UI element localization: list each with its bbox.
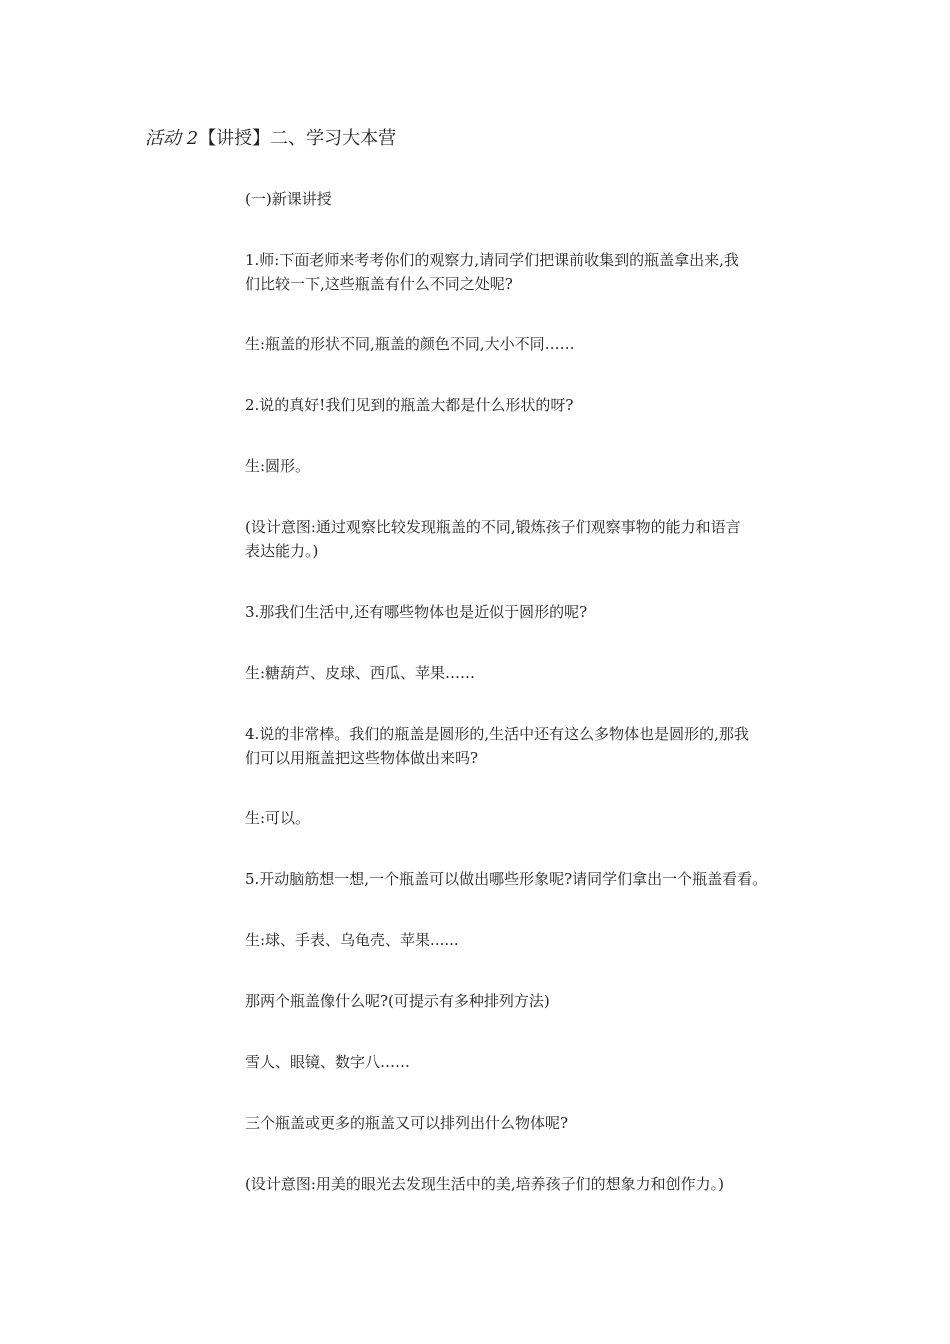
paragraph-two-caps: 那两个瓶盖像什么呢?(可提示有多种排列方法)	[245, 992, 550, 1010]
paragraph-answer-5: 生:球、手表、乌龟壳、苹果......	[245, 931, 459, 949]
heading-title: 【讲授】二、学习大本营	[198, 128, 397, 149]
paragraph-item-3: 3.那我们生活中,还有哪些物体也是近似于圆形的呢?	[245, 603, 588, 621]
heading-activity-label: 活动 2	[145, 128, 199, 149]
paragraph-two-caps-answer: 雪人、眼镜、数字八……	[245, 1053, 411, 1071]
paragraph-answer-4: 生:可以。	[245, 809, 311, 827]
lesson-content	[245, 187, 845, 1196]
paragraph-item-5: 5.开动脑筋想一想,一个瓶盖可以做出哪些形象呢?请同学们拿出一个瓶盖看看。	[245, 870, 768, 888]
paragraph-answer-1: 生:瓶盖的形状不同,瓶盖的颜色不同,大小不同……	[245, 335, 575, 353]
paragraph-item-1: 1.师:下面老师来考考你们的观察力,请同学们把课前收集到的瓶盖拿出来,我 们比较一下,这些瓶盖有什么不同之处呢?	[245, 251, 739, 293]
paragraph-item-2: 2.说的真好!我们见到的瓶盖大都是什么形状的呀?	[245, 396, 574, 414]
paragraph-answer-2: 生:圆形。	[245, 457, 311, 475]
paragraph-design-intent-2: (设计意图:用美的眼光去发现生活中的美,培养孩子们的想象力和创作力。)	[245, 1175, 725, 1193]
paragraph-three-caps: 三个瓶盖或更多的瓶盖又可以排列出什么物体呢?	[245, 1114, 569, 1132]
section-heading	[145, 126, 396, 152]
paragraph-item-4: 4.说的非常棒。我们的瓶盖是圆形的,生活中还有这么多物体也是圆形的,那我 们可以用瓶盖把这些物体做出来吗?	[245, 725, 749, 767]
paragraph-answer-3: 生:糖葫芦、皮球、西瓜、苹果……	[245, 664, 476, 682]
paragraph-design-intent-1: (设计意图:通过观察比较发现瓶盖的不同,锻炼孩子们观察事物的能力和语言 表达能力。)	[245, 518, 741, 560]
paragraph-subheading: (一)新课讲授	[245, 190, 332, 208]
